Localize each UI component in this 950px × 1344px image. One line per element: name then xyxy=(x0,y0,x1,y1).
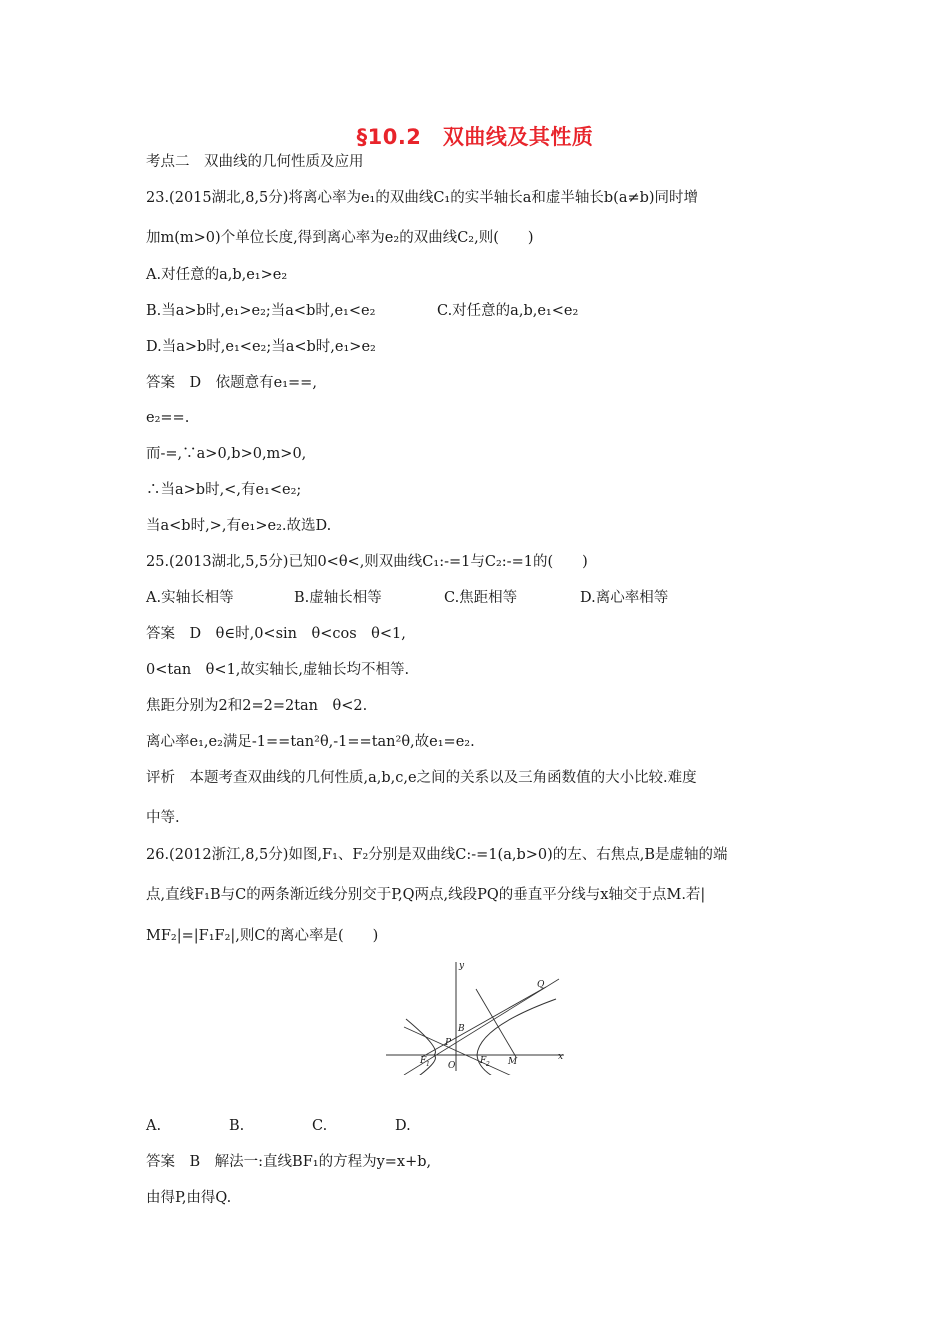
q26-option-b: B. xyxy=(229,1118,245,1134)
focus-f1-subscript: 1 xyxy=(426,1061,430,1068)
q26-stem-line2: 点,直线F₁B与C的两条渐近线分别交于P,Q两点,线段PQ的垂直平分线与x轴交于点M.若| xyxy=(146,887,706,903)
q25-answer: 答案 D θ∈时,0<sin θ<cos θ<1, xyxy=(146,626,406,642)
page-title: §10.2 双曲线及其性质 xyxy=(356,125,594,149)
q25-option-d: D.离心率相等 xyxy=(580,590,669,606)
q26-option-a: A. xyxy=(146,1118,162,1134)
q25-comment: 评析 本题考查双曲线的几何性质,a,b,c,e之间的关系以及三角函数值的大小比较.难度 xyxy=(146,770,697,786)
q26-stem-line1: 26.(2012浙江,8,5分)如图,F₁、F₂分别是双曲线C:-=1(a,b>0)的左、右焦点,B是虚轴的端 xyxy=(146,847,728,863)
q26-stem-line3: MF₂|=|F₁F₂|,则C的离心率是( ) xyxy=(146,928,379,944)
q23-option-a: A.对任意的a,b,e₁>e₂ xyxy=(146,267,288,283)
section-heading: 考点二 双曲线的几何性质及应用 xyxy=(146,154,364,170)
q25-option-b: B.虚轴长相等 xyxy=(294,590,382,606)
focus-f2-subscript: 2 xyxy=(486,1061,490,1068)
point-b-label: B xyxy=(458,1024,465,1034)
q25-solution-line: 焦距分别为2和2=2=2tan θ<2. xyxy=(146,698,368,714)
q25-comment-cont: 中等. xyxy=(146,810,180,826)
q23-stem-line1: 23.(2015湖北,8,5分)将离心率为e₁的双曲线C₁的实半轴长a和虚半轴长b(a≠b)同时增 xyxy=(146,190,699,206)
x-axis-label: x xyxy=(558,1052,564,1062)
hyperbola-figure xyxy=(384,957,584,1079)
q23-stem-line2: 加m(m>0)个单位长度,得到离心率为e₂的双曲线C₂,则( ) xyxy=(146,230,534,246)
q23-option-b: B.当a>b时,e₁>e₂;当a<b时,e₁<e₂ xyxy=(146,303,376,319)
focus-f2-label: F xyxy=(480,1056,487,1066)
focus-f1-label: F xyxy=(420,1056,427,1066)
q23-solution-line: e₂==. xyxy=(146,410,190,426)
q23-option-c: C.对任意的a,b,e₁<e₂ xyxy=(437,303,579,319)
q25-option-a: A.实轴长相等 xyxy=(146,590,234,606)
q26-option-c: C. xyxy=(312,1118,328,1134)
q26-option-d: D. xyxy=(395,1118,411,1134)
point-m-label: M xyxy=(508,1057,518,1067)
y-axis-label: y xyxy=(459,961,465,971)
q23-solution-line: 当a<b时,>,有e₁>e₂.故选D. xyxy=(146,518,332,534)
q23-solution-line: ∴当a>b时,<,有e₁<e₂; xyxy=(146,482,302,498)
q25-solution-line: 离心率e₁,e₂满足-1==tan²θ,-1==tan²θ,故e₁=e₂. xyxy=(146,734,475,750)
q23-solution-line: 而-=,∵a>0,b>0,m>0, xyxy=(146,446,307,462)
q26-solution-line: 由得P,由得Q. xyxy=(146,1190,232,1206)
q25-stem: 25.(2013湖北,5,5分)已知0<θ<,则双曲线C₁:-=1与C₂:-=1的( ) xyxy=(146,554,588,570)
origin-label: O xyxy=(448,1061,456,1071)
q23-option-d: D.当a>b时,e₁<e₂;当a<b时,e₁>e₂ xyxy=(146,339,376,355)
q26-answer: 答案 B 解法一:直线BF₁的方程为y=x+b, xyxy=(146,1154,432,1170)
q23-answer: 答案 D 依题意有e₁==, xyxy=(146,375,317,391)
point-q-label: Q xyxy=(537,980,545,990)
hyperbola-diagram xyxy=(384,957,584,1075)
point-p-label: P xyxy=(445,1038,452,1048)
q25-option-c: C.焦距相等 xyxy=(444,590,518,606)
q25-solution-line: 0<tan θ<1,故实轴长,虚轴长均不相等. xyxy=(146,662,410,678)
